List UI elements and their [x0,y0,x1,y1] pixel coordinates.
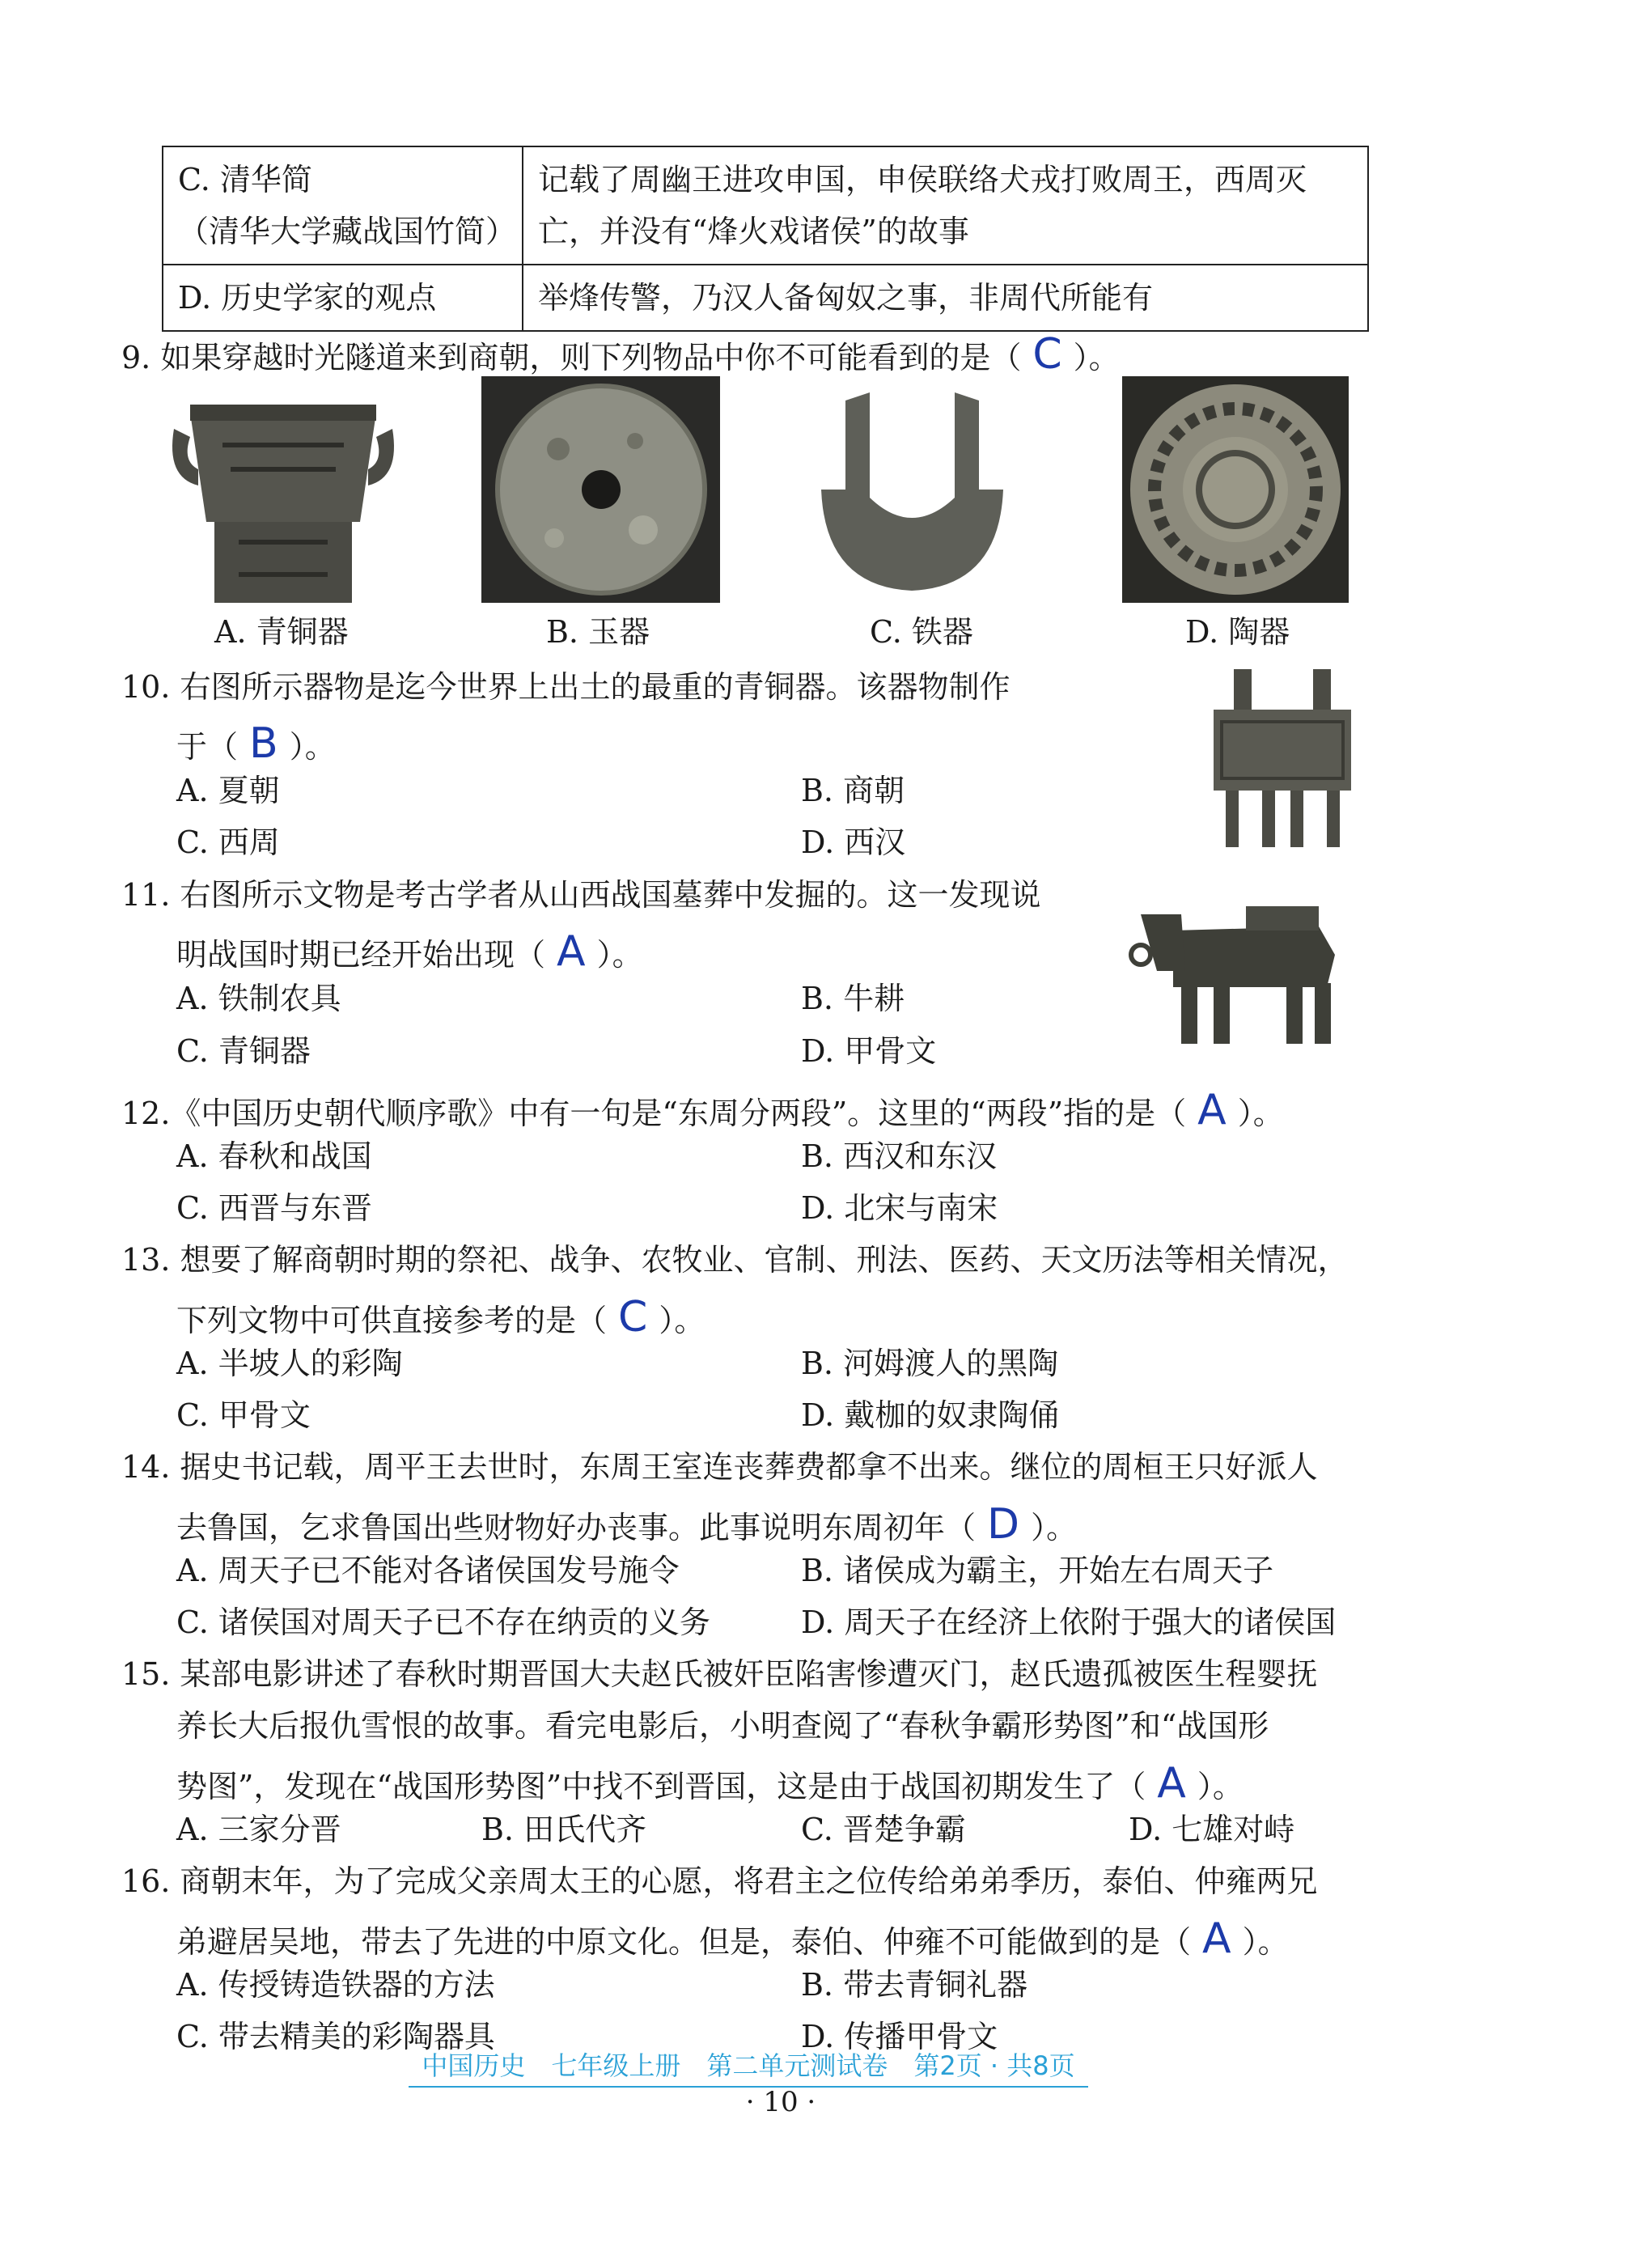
question-close: ）。 [1237,1096,1284,1131]
table-cell-line: （清华大学藏战国竹简） [178,214,517,249]
question-9 [121,330,1120,379]
option: D. 甲骨文 [801,1033,937,1069]
question-stem: 11. 右图所示文物是考古学者从山西战国墓葬中发掘的。这一发现说 [121,877,1041,913]
option: C. 晋楚争霸 [801,1812,966,1847]
answer-mark: B [249,719,278,768]
question-11 [121,877,1041,913]
bronze-ox-zun-image [1125,882,1367,1048]
question-close: ）。 [596,937,643,973]
question-stem: 16. 商朝末年，为了完成父亲周太王的心愿，将君主之位传给弟弟季历，泰伯、仲雍两兄 [121,1863,1318,1899]
table-cell: D. 历史学家的观点 [163,265,523,331]
table-cell [523,146,1368,265]
table-cell [163,146,523,265]
answer-mark: A [557,927,586,976]
option: A. 青铜器 [214,614,349,650]
option: A. 半坡人的彩陶 [176,1346,403,1381]
question-12 [121,1086,1284,1134]
answer-mark: C [618,1293,648,1342]
question-11-line2 [176,927,643,976]
table-cell-line: C. 清华简 [178,162,312,197]
option: C. 青铜器 [176,1033,311,1069]
option: D. 传播甲骨文 [801,2019,998,2054]
question-stem: 14. 据史书记载，周平王去世时，东周王室连丧葬费都拿不出来。继位的周桓王只好派人 [121,1449,1318,1485]
answer-mark: D [987,1500,1020,1549]
option: D. 周天子在经济上依附于强大的诸侯国 [801,1605,1337,1640]
iron-tool-image [797,384,1027,603]
question-stem: 9. 如果穿越时光隧道来到商朝，则下列物品中你不可能看到的是（ [121,340,1022,375]
table-cell: 举烽传警，乃汉人备匈奴之事，非周代所能有 [523,265,1368,331]
option: A. 春秋和战国 [176,1138,372,1174]
page-number: · 10 · [745,2086,816,2118]
option: C. 西周 [176,825,280,860]
option: B. 西汉和东汉 [801,1138,998,1174]
option: B. 带去青铜礼器 [801,1967,1028,2003]
question-stem: 15. 某部电影讲述了春秋时期晋国大夫赵氏被奸臣陷害惨遭灭门，赵氏遗孤被医生程婴抚 [121,1656,1318,1692]
question-stem: 10. 右图所示器物是迄今世界上出土的最重的青铜器。该器物制作 [121,669,1011,705]
question-stem: 12.《中国历史朝代顺序歌》中有一句是“东周分两段”。这里的“两段”指的是（ [121,1096,1187,1131]
table-row [163,265,1368,331]
question-14 [121,1449,1318,1485]
answer-mark: A [1157,1759,1186,1808]
question-stem: 于（ [176,729,239,765]
table-cell-line: 记载了周幽王进攻申国，申侯联络犬戎打败周王，西周灭 [538,162,1307,197]
question-stem: 弟避居吴地，带去了先进的中原文化。但是，泰伯、仲雍不可能做到的是（ [176,1924,1192,1960]
question-stem: 明战国时期已经开始出现（ [176,937,546,973]
question-close: ）。 [1073,340,1120,375]
option: A. 铁制农具 [176,981,341,1016]
option: C. 铁器 [870,614,973,650]
question-16 [121,1863,1318,1899]
option: D. 北宋与南宋 [801,1190,998,1226]
bronze-vessel-image [166,380,400,607]
page-footer: 中国历史 七年级上册 第二单元测试卷 第2页 · 共8页 [409,2045,1088,2088]
option: B. 河姆渡人的黑陶 [801,1346,1059,1381]
question-13-line2 [176,1293,705,1342]
option: A. 周天子已不能对各诸侯国发号施令 [176,1553,680,1588]
question-stem: 势图”，发现在“战国形势图”中找不到晋国，这是由于战国初期发生了（ [176,1769,1146,1804]
jade-bi-disc-image [481,376,720,603]
question-13 [121,1242,1349,1278]
option: C. 甲骨文 [176,1397,311,1433]
question-15-line3 [176,1759,1244,1808]
question-10 [121,669,1011,705]
option: B. 诸侯成为霸主，开始左右周天子 [801,1553,1274,1588]
table-row [163,146,1368,265]
question-stem: 去鲁国，乞求鲁国出些财物好办丧事。此事说明东周初年（ [176,1510,977,1545]
painted-pottery-image [1122,376,1349,603]
option: B. 田氏代齐 [481,1812,647,1847]
option: C. 诸侯国对周天子已不存在纳贡的义务 [176,1605,710,1640]
option: C. 带去精美的彩陶器具 [176,2019,495,2054]
question-close: ）。 [1197,1769,1244,1804]
answer-mark: A [1202,1914,1231,1963]
option: D. 戴枷的奴隶陶俑 [801,1397,1060,1433]
question-14-line2 [176,1500,1078,1549]
answer-mark: A [1197,1086,1227,1134]
option: A. 三家分晋 [176,1812,341,1847]
option: D. 陶器 [1185,614,1290,650]
question-close: ）。 [1031,1510,1078,1545]
question-15-line2: 养长大后报仇雪恨的故事。看完电影后，小明查阅了“春秋争霸形势图”和“战国形 [176,1708,1269,1744]
option: B. 商朝 [801,773,905,808]
question-close: ）。 [289,729,336,765]
bronze-ding-image [1205,665,1359,847]
option: D. 西汉 [801,825,906,860]
option: A. 夏朝 [176,773,280,808]
option: B. 牛耕 [801,981,905,1016]
option: B. 玉器 [546,614,650,650]
answer-mark: C [1032,330,1062,379]
question-15 [121,1656,1318,1692]
option: C. 西晋与东晋 [176,1190,372,1226]
question-10-line2 [176,719,336,768]
option: D. 七雄对峙 [1129,1812,1295,1847]
option: A. 传授铸造铁器的方法 [176,1967,495,2003]
question-close: ）。 [1242,1924,1289,1960]
question-16-line2 [176,1914,1289,1963]
question-close: ）。 [659,1303,705,1338]
question-stem: 13. 想要了解商朝时期的祭祀、战争、农牧业、官制、刑法、医药、天文历法等相关情况， [121,1242,1349,1278]
question-stem: 下列文物中可供直接参考的是（ [176,1303,608,1338]
table-cell-line: 亡，并没有“烽火戏诸侯”的故事 [538,214,969,249]
source-table [162,146,1369,332]
